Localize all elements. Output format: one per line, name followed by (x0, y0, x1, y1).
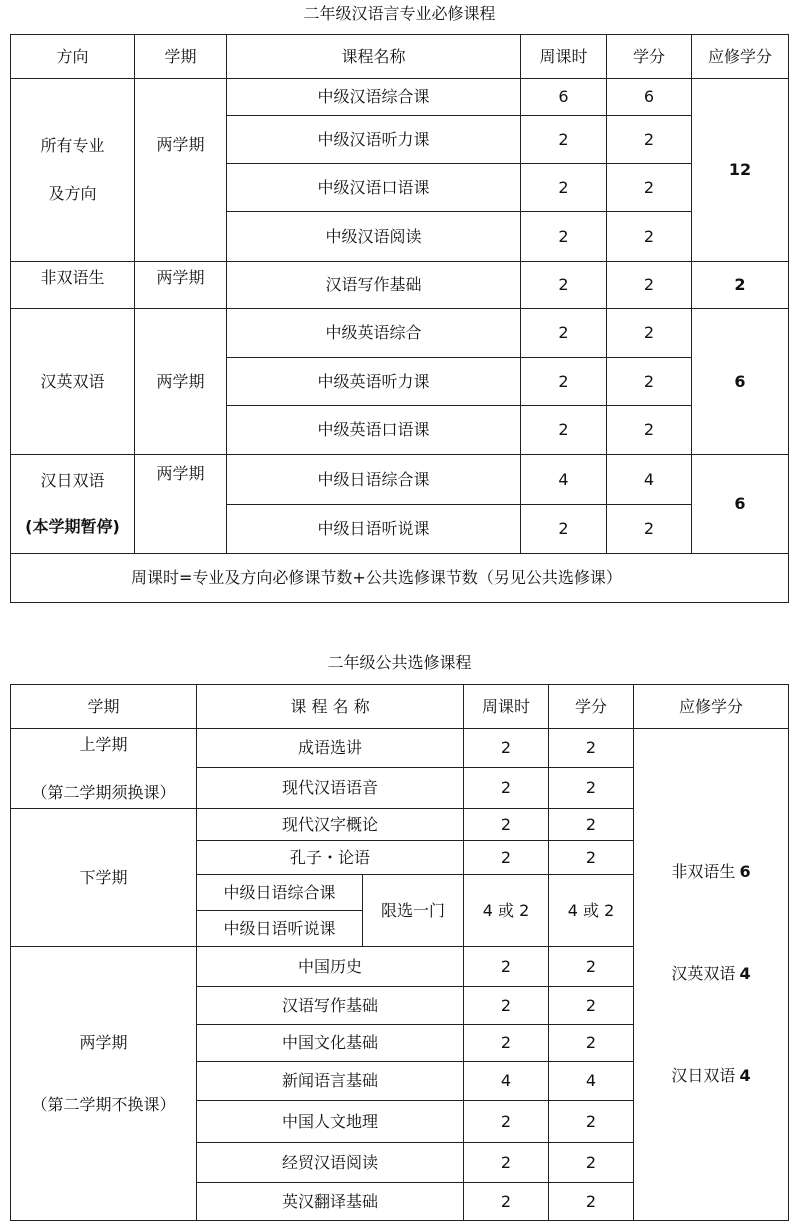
term-line: 两学期 (79, 1032, 128, 1052)
course-name: 汉语写作基础 (281, 995, 378, 1015)
choice-rule: 限选一门 (380, 900, 445, 920)
course-name: 中国人文地理 (281, 1111, 378, 1131)
course-hours: 2 (500, 847, 512, 867)
course-credit: 2 (585, 1152, 597, 1172)
header-credit: 学分 (632, 46, 665, 66)
course-credit: 2 (585, 956, 597, 976)
course-credit: 2 (643, 519, 655, 538)
term-cell (11, 947, 196, 1220)
course-credit: 2 (643, 420, 655, 439)
required-credits-cell: 2 (734, 275, 746, 294)
required-credits-label: 汉日双语 (671, 1066, 736, 1085)
header-required-credits: 应修学分 (707, 46, 772, 66)
term-cell: 下学期 (79, 867, 128, 887)
course-credit: 2 (585, 1033, 597, 1052)
required-credits-line (634, 1061, 788, 1091)
header-course: 课程名称 (341, 46, 406, 66)
course-credit: 2 (643, 177, 655, 197)
course-credit: 6 (643, 87, 655, 106)
required-credits-cell: 12 (728, 160, 752, 179)
course-hours: 2 (558, 129, 569, 149)
course-credit: 2 (643, 275, 655, 294)
course-hours: 4 (500, 1071, 512, 1090)
course-credit: 2 (585, 814, 597, 834)
term-cell (11, 729, 196, 808)
course-name: 中级日语综合课 (317, 469, 430, 489)
course-name: 新闻语言基础 (281, 1071, 378, 1090)
course-credit: 2 (643, 371, 655, 391)
header-required-credits: 应修学分 (678, 696, 743, 716)
required-credits-label: 非双语生 (671, 862, 736, 881)
course-name: 中级汉语听力课 (317, 129, 430, 149)
table1-title: 二年级汉语言专业必修课程 (303, 4, 496, 23)
course-hours: 2 (500, 814, 512, 834)
term-note: （第二学期不换课） (31, 1094, 176, 1114)
choice-credit: 4 或 2 (567, 900, 615, 920)
course-credit: 2 (643, 129, 655, 149)
course-hours: 2 (500, 995, 512, 1015)
course-hours: 4 (558, 469, 569, 489)
direction-line: 所有专业 (40, 136, 105, 155)
choice-option: 中级日语听说课 (223, 918, 336, 938)
course-name: 中国历史 (297, 956, 362, 976)
header-course: 课 程 名 称 (290, 696, 370, 716)
direction-cell: 汉英双语 (40, 371, 105, 391)
course-name: 中国文化基础 (281, 1033, 378, 1052)
course-credit: 2 (585, 847, 597, 867)
course-hours: 2 (500, 1111, 512, 1131)
direction-line: 及方向 (48, 184, 97, 203)
course-credit: 2 (585, 738, 597, 757)
course-hours: 2 (500, 1033, 512, 1052)
term-cell: 两学期 (156, 135, 205, 154)
required-credits-value: 4 (739, 1066, 751, 1085)
course-credit: 4 (643, 469, 655, 489)
course-hours: 2 (500, 956, 512, 976)
course-credit: 2 (585, 1191, 597, 1211)
choice-option: 中级日语综合课 (223, 882, 336, 902)
term-cell: 两学期 (156, 464, 205, 483)
header-weekly-hours: 周课时 (481, 696, 530, 716)
course-hours: 6 (558, 87, 569, 106)
direction-cell: 非双语生 (40, 268, 105, 287)
required-credits-label: 汉英双语 (671, 964, 736, 983)
direction-note: (本学期暂停) (25, 517, 120, 536)
required-credits-value: 6 (739, 862, 751, 881)
course-hours: 2 (558, 177, 569, 197)
course-name: 中级汉语综合课 (317, 87, 430, 106)
course-hours: 2 (500, 738, 512, 757)
course-credit: 2 (585, 778, 597, 797)
course-name: 中级汉语阅读 (325, 226, 422, 246)
header-credit: 学分 (574, 696, 607, 716)
hours-note: 周课时=专业及方向必修课节数+公共选修课节数（另见公共选修课） (131, 568, 622, 587)
course-name: 中级英语口语课 (317, 420, 430, 439)
course-hours: 2 (558, 323, 569, 342)
term-cell: 两学期 (156, 268, 205, 287)
required-credits-cell: 6 (734, 494, 746, 513)
course-hours: 2 (500, 778, 512, 797)
course-name: 经贸汉语阅读 (281, 1152, 378, 1172)
course-hours: 2 (500, 1152, 512, 1172)
course-name: 英汉翻译基础 (281, 1191, 378, 1211)
header-term: 学期 (164, 46, 197, 66)
table2-title: 二年级公共选修课程 (327, 653, 472, 672)
required-credits-cell: 6 (734, 371, 746, 391)
course-credit: 2 (643, 323, 655, 342)
course-name: 中级汉语口语课 (317, 177, 430, 197)
required-credits-value: 4 (739, 964, 751, 983)
course-name: 中级英语综合 (325, 323, 422, 342)
header-term: 学期 (87, 696, 120, 716)
course-hours: 2 (500, 1191, 512, 1211)
course-credit: 2 (585, 1111, 597, 1131)
course-name: 汉语写作基础 (325, 275, 422, 294)
course-hours: 2 (558, 420, 569, 439)
term-line: 上学期 (79, 734, 128, 754)
course-hours: 2 (558, 226, 569, 246)
term-note: （第二学期须换课） (31, 782, 176, 802)
direction-line: 汉日双语 (40, 471, 105, 490)
course-credit: 2 (585, 995, 597, 1015)
header-direction: 方向 (56, 46, 89, 66)
course-hours: 2 (558, 275, 569, 294)
course-hours: 2 (558, 519, 569, 538)
course-name: 孔子・论语 (289, 847, 370, 867)
required-credits-line (634, 857, 788, 887)
course-name: 中级英语听力课 (317, 371, 430, 391)
choice-hours: 4 或 2 (482, 900, 530, 920)
course-name: 成语选讲 (297, 738, 362, 757)
course-name: 现代汉字概论 (281, 814, 378, 834)
course-name: 现代汉语语音 (281, 778, 378, 797)
course-credit: 2 (643, 226, 655, 246)
course-name: 中级日语听说课 (317, 519, 430, 538)
required-credits-line (634, 959, 788, 989)
term-cell: 两学期 (156, 371, 205, 391)
course-credit: 4 (585, 1071, 597, 1090)
header-weekly-hours: 周课时 (539, 46, 588, 66)
course-hours: 2 (558, 371, 569, 391)
